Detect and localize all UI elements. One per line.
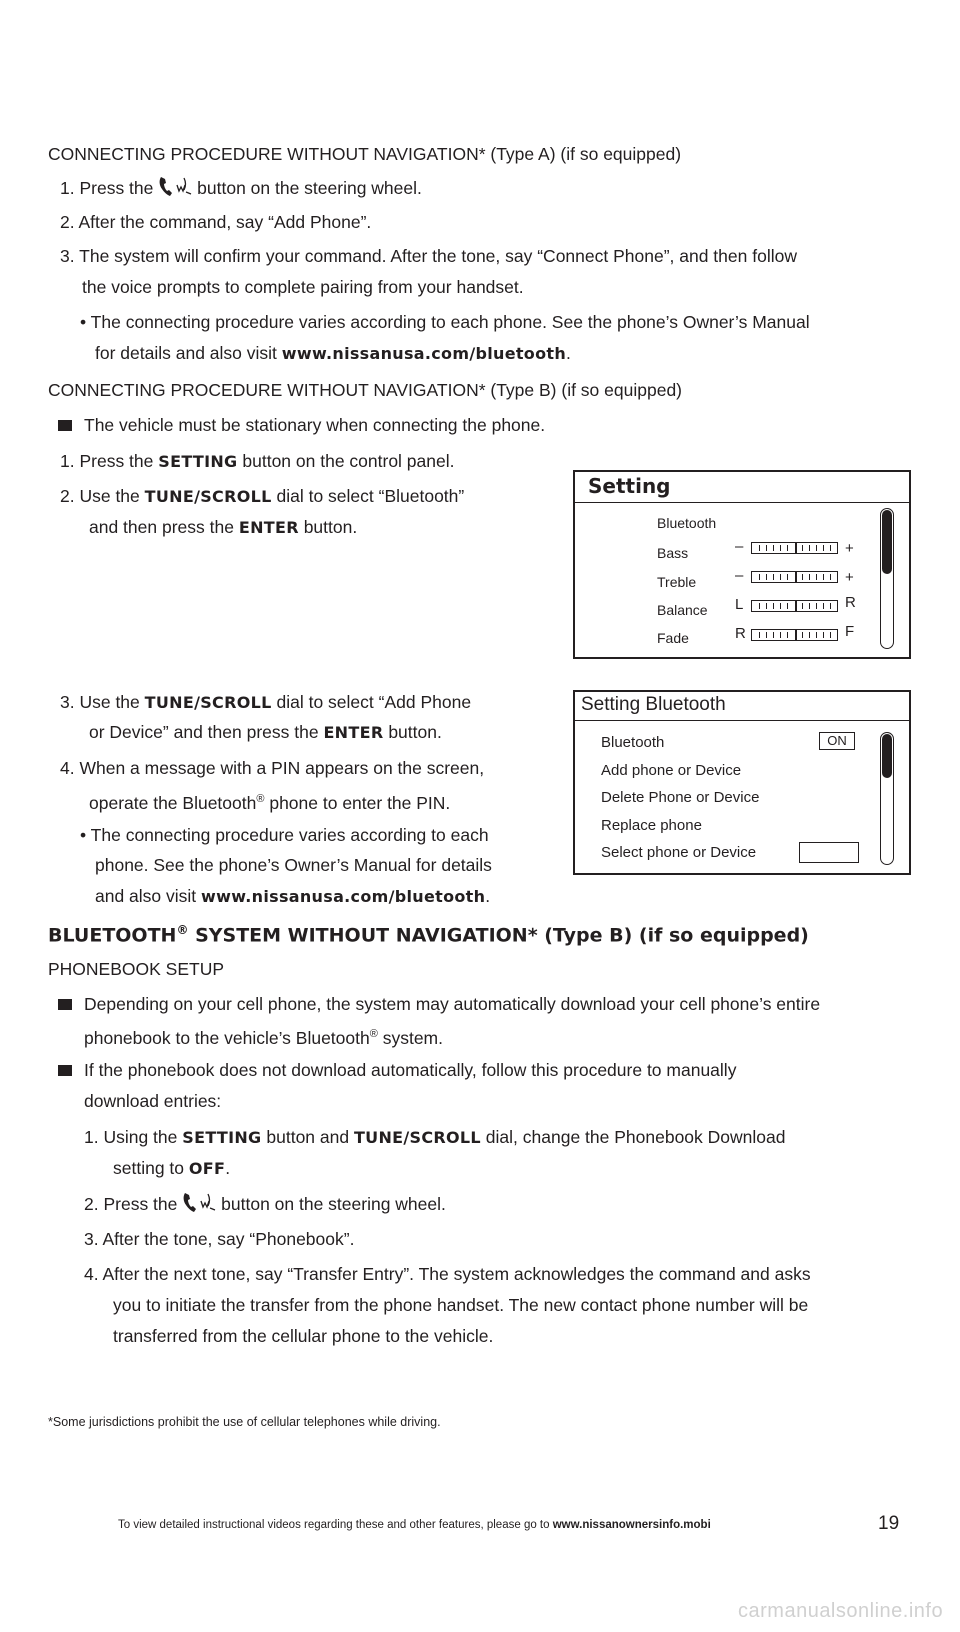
step-text: button on the steering wheel. (221, 1194, 446, 1214)
slider-tick (773, 545, 774, 551)
step-text: button. (388, 722, 442, 742)
phonebook-step1-line2 (113, 1156, 230, 1181)
slider-tick (780, 603, 781, 609)
menu-item-balance[interactable]: Balance (657, 602, 708, 618)
slider-tick (830, 603, 831, 609)
page-footer (118, 1519, 711, 1531)
enter-button-label: ENTER (323, 723, 384, 742)
slider-tick (759, 603, 760, 609)
slider-tick (830, 574, 831, 580)
note-end: . (566, 343, 571, 363)
slider-tick (766, 603, 767, 609)
slider-tick (795, 630, 797, 640)
bluetooth-scrollbar[interactable] (880, 732, 894, 865)
balance-right-label: R (845, 594, 856, 611)
treble-slider[interactable] (751, 571, 838, 583)
slider-tick (773, 603, 774, 609)
step-text: phone to enter the PIN. (264, 792, 451, 813)
bullet-text: system. (377, 1027, 443, 1048)
slider-tick (780, 545, 781, 551)
section1-step3-line1: 3. The system will confirm your command. After the tone, say “Connect Phone”, and then follow (60, 246, 797, 266)
section3-subheading: PHONEBOOK SETUP (48, 959, 225, 979)
section1-step2: 2. After the command, say “Add Phone”. (60, 212, 372, 232)
slider-tick (809, 545, 810, 551)
owners-info-link[interactable]: www.nissanownersinfo.mobi (552, 1519, 711, 1531)
setting-button-label: SETTING (182, 1128, 262, 1147)
phonebook-step3: 3. After the tone, say “Phonebook”. (84, 1229, 355, 1249)
setting-button-label: SETTING (158, 452, 238, 471)
step-text: button and (266, 1127, 350, 1147)
slider-tick (802, 603, 803, 609)
fade-front-label: F (845, 623, 855, 640)
slider-tick (809, 574, 810, 580)
menu-item-add-phone[interactable]: Add phone or Device (601, 762, 742, 779)
slider-tick (802, 574, 803, 580)
step-text: setting to (113, 1158, 185, 1178)
slider-tick (795, 572, 797, 582)
slider-tick (787, 632, 788, 638)
step-text: 1. Press the (60, 451, 154, 471)
slider-tick (766, 574, 767, 580)
step-text: dial, change the Phonebook Download (485, 1127, 786, 1147)
section3-bullet1-line1: Depending on your cell phone, the system may automatically download your cell phone’s entire (84, 994, 821, 1014)
menu-item-fade[interactable]: Fade (657, 630, 689, 646)
section2-step1 (60, 449, 454, 474)
phonebook-step2 (84, 1192, 446, 1216)
enter-button-label: ENTER (238, 518, 299, 537)
registered-mark: ® (256, 793, 265, 805)
bullet-square (58, 420, 72, 431)
bullet-text: phonebook to the vehicle’s Bluetooth (84, 1027, 370, 1048)
step-text: and then press the (89, 517, 234, 537)
setting-bluetooth-screen (573, 690, 911, 875)
slider-tick (816, 632, 817, 638)
slider-tick (773, 632, 774, 638)
slider-tick (787, 603, 788, 609)
slider-tick (823, 603, 824, 609)
heading-text: BLUETOOTH (48, 924, 177, 947)
treble-minus: – (735, 567, 744, 584)
section1-note-line2 (95, 341, 571, 366)
slider-tick (816, 545, 817, 551)
section1-heading: CONNECTING PROCEDURE WITHOUT NAVIGATION* (Type A) (if so equipped) (48, 144, 682, 164)
bluetooth-link[interactable]: www.nissanusa.com/bluetooth (201, 887, 486, 906)
section2-note-line1: • The connecting procedure varies according to each (80, 825, 489, 845)
note-text: and also visit (95, 886, 197, 906)
section2-step2 (60, 484, 464, 509)
slider-tick (759, 632, 760, 638)
step1-pre: 1. Press the (60, 178, 154, 198)
section3-heading (48, 917, 809, 948)
step-text: dial to select “Bluetooth” (276, 486, 465, 506)
setting-scrollbar-thumb[interactable] (882, 510, 892, 574)
section3-bullet2-line2: download entries: (84, 1091, 222, 1111)
setting-scrollbar[interactable] (880, 508, 894, 649)
slider-tick (766, 545, 767, 551)
bass-slider[interactable] (751, 542, 838, 554)
registered-mark: ® (369, 1028, 378, 1040)
bass-minus: – (735, 538, 744, 555)
tune-scroll-label: TUNE/SCROLL (353, 1128, 481, 1147)
section2-note-line3 (95, 884, 490, 909)
menu-item-bass[interactable]: Bass (657, 545, 689, 561)
slider-tick (816, 574, 817, 580)
section2-bullet1: The vehicle must be stationary when connecting the phone. (84, 415, 546, 435)
menu-item-replace-phone[interactable]: Replace phone (601, 817, 702, 834)
section1-step3-line2: the voice prompts to complete pairing from your handset. (82, 277, 524, 297)
step-text: 2. Use the (60, 486, 140, 506)
section2-step3 (60, 690, 471, 715)
tune-scroll-label: TUNE/SCROLL (144, 693, 272, 712)
slider-tick (802, 545, 803, 551)
setting-bluetooth-title-bar (575, 692, 909, 721)
step-text: 3. Use the (60, 692, 140, 712)
step-text: button. (303, 517, 358, 537)
phonebook-step4-line1: 4. After the next tone, say “Transfer Entry”. The system acknowledges the command and asks (84, 1264, 811, 1284)
registered-mark: ® (176, 923, 189, 937)
setting-screen-title: Setting (588, 474, 671, 498)
slider-tick (787, 545, 788, 551)
slider-tick (795, 543, 797, 553)
slider-tick (816, 603, 817, 609)
step-end: . (225, 1158, 231, 1178)
menu-item-treble[interactable]: Treble (657, 574, 697, 590)
slider-tick (823, 545, 824, 551)
heading-text: SYSTEM WITHOUT NAVIGATION* (Type B) (if so equipped) (188, 924, 809, 947)
slider-tick (809, 603, 810, 609)
bass-plus: + (845, 540, 854, 557)
step-text: button on the control panel. (242, 451, 455, 471)
section2-heading: CONNECTING PROCEDURE WITHOUT NAVIGATION* (Type B) (if so equipped) (48, 380, 682, 400)
slider-tick (823, 574, 824, 580)
note-end: . (485, 886, 491, 906)
tune-scroll-label: TUNE/SCROLL (144, 487, 272, 506)
treble-plus: + (845, 569, 854, 586)
step-text: or Device” and then press the (89, 722, 319, 742)
section2-step3-line2 (89, 720, 442, 745)
balance-left-label: L (735, 596, 744, 613)
bullet-square (58, 1065, 72, 1076)
slider-tick (780, 574, 781, 580)
slider-tick (759, 545, 760, 551)
off-setting-label: OFF (188, 1159, 226, 1178)
step-text: dial to select “Add Phone (276, 692, 472, 712)
phone-voice-icon (158, 176, 192, 198)
slider-tick (759, 574, 760, 580)
slider-tick (830, 545, 831, 551)
step-text: 2. Press the (84, 1194, 178, 1214)
phonebook-step1 (84, 1125, 785, 1150)
setting-screen-title-bar (575, 472, 909, 503)
menu-item-delete-phone[interactable]: Delete Phone or Device (601, 789, 760, 806)
watermark: carmanualsonline.info (738, 1600, 944, 1622)
section1-step1 (60, 176, 422, 200)
menu-item-select-phone[interactable]: Select phone or Device (601, 844, 757, 861)
step-text: 1. Using the (84, 1127, 178, 1147)
slider-tick (802, 632, 803, 638)
footnote: *Some jurisdictions prohibit the use of cellular telephones while driving. (48, 1415, 441, 1429)
section1-note-line1: • The connecting procedure varies according to each phone. See the phone’s Owner’s Manual (80, 312, 810, 332)
slider-tick (780, 632, 781, 638)
section2-step4-line2 (89, 787, 450, 815)
phonebook-step4-line3: transferred from the cellular phone to the vehicle. (113, 1326, 494, 1346)
step-text: operate the Bluetooth (89, 792, 257, 813)
bullet-square (58, 999, 72, 1010)
section3-bullet1-line2 (84, 1022, 443, 1050)
select-phone-field[interactable] (799, 842, 859, 863)
section2-step4: 4. When a message with a PIN appears on the screen, (60, 758, 485, 778)
balance-slider[interactable] (751, 600, 838, 612)
setting-bluetooth-title: Setting Bluetooth (581, 694, 726, 715)
slider-tick (773, 574, 774, 580)
bluetooth-scrollbar-thumb[interactable] (882, 734, 892, 778)
slider-tick (766, 632, 767, 638)
setting-screen (573, 470, 911, 659)
bluetooth-link[interactable]: www.nissanusa.com/bluetooth (281, 344, 567, 363)
slider-tick (787, 574, 788, 580)
slider-tick (809, 632, 810, 638)
menu-item-bluetooth[interactable]: Bluetooth (657, 515, 717, 531)
page-number: 19 (878, 1513, 900, 1534)
section2-note-line2: phone. See the phone’s Owner’s Manual for details (95, 855, 492, 875)
phonebook-step4-line2: you to initiate the transfer from the phone handset. The new contact phone number will be (113, 1295, 809, 1315)
footer-text: To view detailed instructional videos regarding these and other features, please go to (118, 1519, 550, 1531)
step1-post: button on the steering wheel. (197, 178, 422, 198)
section2-step2-line2 (89, 515, 357, 540)
menu-item-bluetooth[interactable]: Bluetooth (601, 734, 665, 751)
slider-tick (823, 632, 824, 638)
fade-slider[interactable] (751, 629, 838, 641)
slider-tick (795, 601, 797, 611)
section3-bullet2-line1: If the phonebook does not download automatically, follow this procedure to manually (84, 1060, 737, 1080)
slider-tick (830, 632, 831, 638)
note-text: for details and also visit (95, 343, 277, 363)
phone-voice-icon (182, 1192, 216, 1214)
fade-rear-label: R (735, 625, 746, 642)
bluetooth-on-badge[interactable]: ON (819, 732, 855, 750)
